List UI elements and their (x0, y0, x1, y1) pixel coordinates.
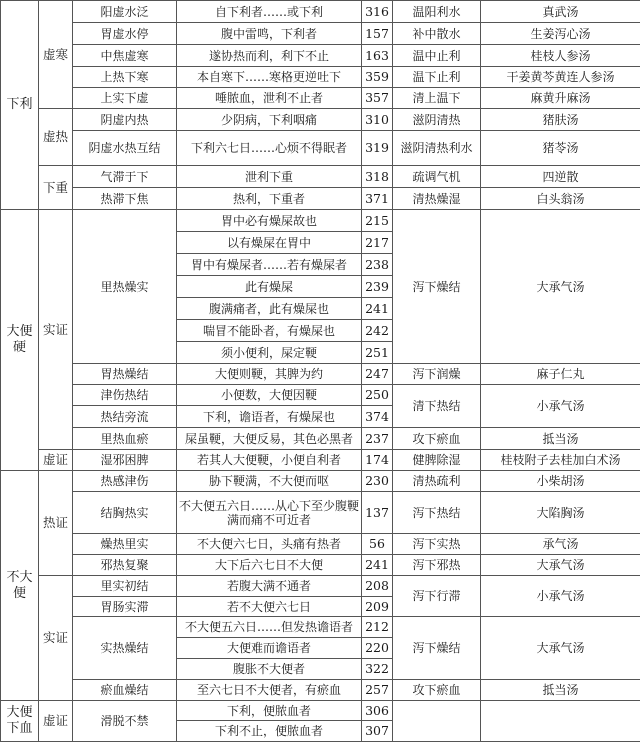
clause-number-cell: 371 (362, 188, 393, 210)
syndrome-cell: 胃虚水停 (73, 23, 177, 45)
clause-text-cell: 腹满痛者，此有燥屎也 (177, 298, 362, 320)
treatment-method-cell: 泻下燥结 (393, 617, 481, 680)
clause-text-cell: 大便难而谵语者 (177, 638, 362, 659)
clause-text-cell: 至六七日不大便者，有瘀血 (177, 680, 362, 701)
treatment-method-cell: 滋阴清热 (393, 109, 481, 131)
syndrome-cell: 胃肠实滞 (73, 597, 177, 617)
syndrome-cell: 阳虚水泛 (73, 1, 177, 23)
category-cell: 下利 (1, 1, 39, 210)
syndrome-cell: 气滞于下 (73, 166, 177, 188)
clause-text-cell: 大便则鞕，其脾为约 (177, 364, 362, 385)
clause-number-cell: 220 (362, 638, 393, 659)
syndrome-cell: 里热血瘀 (73, 428, 177, 450)
clause-text-cell: 若不大便六七日 (177, 597, 362, 617)
subcategory-cell: 虚证 (39, 450, 73, 471)
clause-number-cell: 359 (362, 67, 393, 88)
table-row (1, 428, 640, 450)
subcategory-cell: 下重 (39, 166, 73, 210)
clause-text-cell: 不大便六七日，头痛有热者 (177, 534, 362, 555)
formula-cell: 白头翁汤 (481, 188, 640, 210)
clause-number-cell: 208 (362, 576, 393, 597)
table-row (1, 471, 640, 492)
treatment-method-cell: 温阳利水 (393, 1, 481, 23)
clause-text-cell: 小便数，大便因鞕 (177, 385, 362, 406)
formula-cell: 猪苓汤 (481, 131, 640, 166)
clause-number-cell: 238 (362, 254, 393, 276)
clause-text-cell: 少阴病，下利咽痛 (177, 109, 362, 131)
clause-text-cell: 须小便利，屎定鞕 (177, 342, 362, 364)
syndrome-cell: 热滞下焦 (73, 188, 177, 210)
formula-cell: 小柴胡汤 (481, 471, 640, 492)
treatment-method-cell: 清热疏利 (393, 471, 481, 492)
formula-cell: 真武汤 (481, 1, 640, 23)
syndrome-cell: 滑脱不禁 (73, 701, 177, 742)
clause-text-cell: 自下利者……或下利 (177, 1, 362, 23)
table-row (1, 210, 640, 232)
table-row (1, 45, 640, 67)
clause-number-cell: 251 (362, 342, 393, 364)
clause-number-cell: 137 (362, 492, 393, 534)
formula-cell: 干姜黄芩黄连人参汤 (481, 67, 640, 88)
clause-number-cell: 374 (362, 406, 393, 428)
subcategory-cell: 虚寒 (39, 1, 73, 109)
table-row (1, 88, 640, 109)
clause-text-cell: 以有燥屎在胃中 (177, 232, 362, 254)
formula-cell: 大承气汤 (481, 210, 640, 364)
subcategory-cell: 虚证 (39, 701, 73, 742)
clause-text-cell: 胃中有燥屎者……若有燥屎者 (177, 254, 362, 276)
clause-number-cell: 257 (362, 680, 393, 701)
clause-text-cell: 遂协热而利，利下不止 (177, 45, 362, 67)
clause-number-cell: 209 (362, 597, 393, 617)
syndrome-cell: 瘀血燥结 (73, 680, 177, 701)
syndrome-cell: 津伤热结 (73, 385, 177, 406)
syndrome-cell: 热结旁流 (73, 406, 177, 428)
clause-number-cell: 357 (362, 88, 393, 109)
clause-text-cell: 本自寒下……寒格更逆吐下 (177, 67, 362, 88)
formula-cell: 大陷胸汤 (481, 492, 640, 534)
clause-number-cell: 250 (362, 385, 393, 406)
syndrome-cell: 阴虚水热互结 (73, 131, 177, 166)
clause-text-cell: 腹中雷鸣，下利者 (177, 23, 362, 45)
clause-number-cell: 241 (362, 298, 393, 320)
treatment-method-cell: 泻下实热 (393, 534, 481, 555)
clause-text-cell: 下利六七日……心烦不得眠者 (177, 131, 362, 166)
formula-cell: 麻黄升麻汤 (481, 88, 640, 109)
treatment-method-cell: 清热燥湿 (393, 188, 481, 210)
category-cell: 大便硬 (1, 210, 39, 471)
table-row (1, 492, 640, 534)
formula-cell: 抵当汤 (481, 428, 640, 450)
syndrome-cell: 胃热燥结 (73, 364, 177, 385)
formula-cell: 猪肤汤 (481, 109, 640, 131)
clause-number-cell: 241 (362, 555, 393, 576)
clause-number-cell: 322 (362, 659, 393, 680)
clause-text-cell: 下利，谵语者，有燥屎也 (177, 406, 362, 428)
formula-cell: 承气汤 (481, 534, 640, 555)
table-row (1, 23, 640, 45)
clause-number-cell: 239 (362, 276, 393, 298)
clause-number-cell: 319 (362, 131, 393, 166)
syndrome-cell: 上实下虚 (73, 88, 177, 109)
table-row (1, 131, 640, 166)
clause-text-cell: 下利不止，便脓血者 (177, 721, 362, 742)
treatment-method-cell: 疏调气机 (393, 166, 481, 188)
clause-text-cell: 屎虽鞕，大便反易，其色必黑者 (177, 428, 362, 450)
syndrome-cell: 热感津伤 (73, 471, 177, 492)
formula-cell: 四逆散 (481, 166, 640, 188)
syndrome-cell: 里热燥实 (73, 210, 177, 364)
treatment-method-cell: 泻下行滞 (393, 576, 481, 617)
clause-number-cell: 310 (362, 109, 393, 131)
clause-text-cell: 泄利下重 (177, 166, 362, 188)
syndrome-cell: 阴虚内热 (73, 109, 177, 131)
clause-text-cell: 喘冒不能卧者，有燥屎也 (177, 320, 362, 342)
clause-text-cell: 不大便五六日……但发热谵语者 (177, 617, 362, 638)
treatment-method-cell: 滋阴清热利水 (393, 131, 481, 166)
clause-number-cell: 163 (362, 45, 393, 67)
clause-number-cell: 217 (362, 232, 393, 254)
subcategory-cell: 热证 (39, 471, 73, 576)
clause-text-cell: 腹胀不大便者 (177, 659, 362, 680)
treatment-method-cell: 健脾除湿 (393, 450, 481, 471)
clause-number-cell: 237 (362, 428, 393, 450)
clause-number-cell: 242 (362, 320, 393, 342)
treatment-method-cell: 清下热结 (393, 385, 481, 428)
clause-number-cell: 174 (362, 450, 393, 471)
clause-number-cell: 318 (362, 166, 393, 188)
syndrome-cell: 湿邪困脾 (73, 450, 177, 471)
treatment-method-cell: 攻下瘀血 (393, 680, 481, 701)
table-row (1, 67, 640, 88)
treatment-method-cell: 泻下热结 (393, 492, 481, 534)
subcategory-cell: 虚热 (39, 109, 73, 166)
clause-number-cell: 212 (362, 617, 393, 638)
clause-number-cell: 247 (362, 364, 393, 385)
table-row (1, 1, 640, 23)
treatment-method-cell: 攻下瘀血 (393, 428, 481, 450)
table-row (1, 701, 640, 721)
formula-cell: 抵当汤 (481, 680, 640, 701)
syndrome-cell: 上热下寒 (73, 67, 177, 88)
formula-cell: 小承气汤 (481, 385, 640, 428)
formula-cell: 桂枝附子去桂加白术汤 (481, 450, 640, 471)
table-row (1, 617, 640, 638)
table-row (1, 576, 640, 597)
subcategory-cell: 实证 (39, 210, 73, 450)
category-cell: 不大便 (1, 471, 39, 701)
subcategory-cell: 实证 (39, 576, 73, 701)
clause-text-cell: 大下后六七日不大便 (177, 555, 362, 576)
treatment-method-cell: 清上温下 (393, 88, 481, 109)
clause-text-cell: 胃中必有燥屎故也 (177, 210, 362, 232)
clause-text-cell: 若腹大满不通者 (177, 576, 362, 597)
clause-text-cell: 此有燥屎 (177, 276, 362, 298)
table-row (1, 109, 640, 131)
formula-cell: 桂枝人参汤 (481, 45, 640, 67)
syndrome-cell: 结胸热实 (73, 492, 177, 534)
clause-text-cell: 唾脓血，泄利不止者 (177, 88, 362, 109)
table-row (1, 166, 640, 188)
syndrome-cell: 中焦虚寒 (73, 45, 177, 67)
category-cell: 大便下血 (1, 701, 39, 742)
formula-cell: 生姜泻心汤 (481, 23, 640, 45)
clause-text-cell: 胁下鞕满，不大便而呕 (177, 471, 362, 492)
treatment-method-cell: 泻下燥结 (393, 210, 481, 364)
table-row (1, 555, 640, 576)
formula-cell: 大承气汤 (481, 555, 640, 576)
table-row (1, 450, 640, 471)
table-row (1, 680, 640, 701)
clause-number-cell: 316 (362, 1, 393, 23)
clause-text-cell: 热利，下重者 (177, 188, 362, 210)
treatment-method-cell (393, 701, 481, 742)
syndrome-cell: 燥热里实 (73, 534, 177, 555)
clause-number-cell: 215 (362, 210, 393, 232)
treatment-method-cell: 温中止利 (393, 45, 481, 67)
clause-number-cell: 230 (362, 471, 393, 492)
clause-number-cell: 56 (362, 534, 393, 555)
table-row (1, 385, 640, 406)
clause-text-cell: 不大便五六日……从心下至少腹鞕满而痛不可近者 (177, 492, 362, 534)
syndrome-cell: 邪热复聚 (73, 555, 177, 576)
table-row (1, 534, 640, 555)
syndrome-cell: 里实初结 (73, 576, 177, 597)
clause-number-cell: 157 (362, 23, 393, 45)
clause-number-cell: 307 (362, 721, 393, 742)
treatment-method-cell: 补中散水 (393, 23, 481, 45)
treatment-method-cell: 泻下润燥 (393, 364, 481, 385)
formula-cell: 大承气汤 (481, 617, 640, 680)
treatment-method-cell: 泻下邪热 (393, 555, 481, 576)
clause-text-cell: 下利，便脓血者 (177, 701, 362, 721)
formula-cell (481, 701, 640, 742)
syndrome-cell: 实热燥结 (73, 617, 177, 680)
treatment-method-cell: 温下止利 (393, 67, 481, 88)
clause-number-cell: 306 (362, 701, 393, 721)
table-row (1, 188, 640, 210)
table-row (1, 364, 640, 385)
formula-cell: 麻子仁丸 (481, 364, 640, 385)
formula-cell: 小承气汤 (481, 576, 640, 617)
clause-text-cell: 若其人大便鞕，小便自利者 (177, 450, 362, 471)
